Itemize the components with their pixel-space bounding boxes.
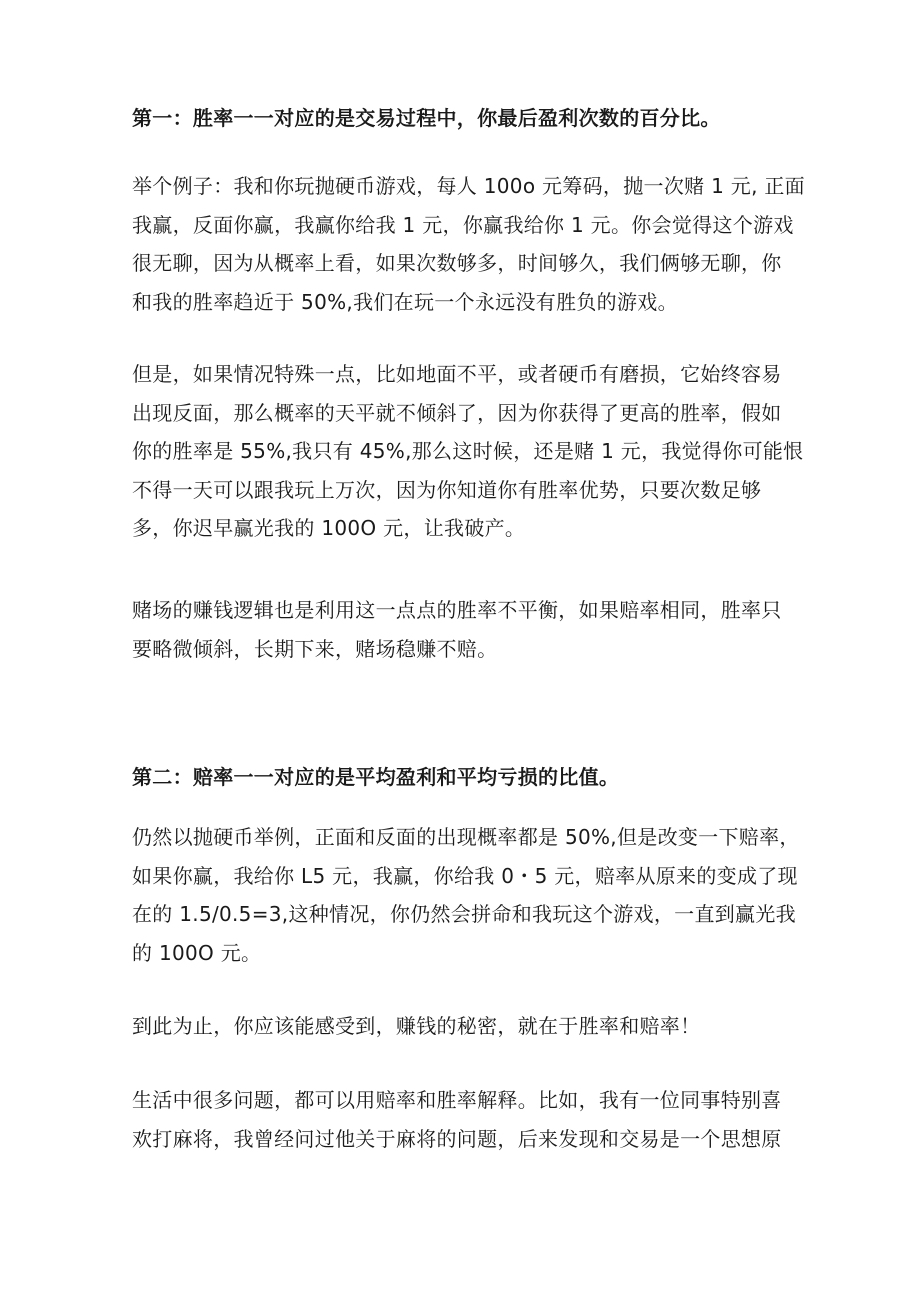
text-line: 和我的胜率趋近于 50%,我们在玩一个永远没有胜负的游戏。: [132, 289, 678, 314]
text-line: 赌场的赚钱逻辑也是利用这一点点的胜率不平衡，如果赔率相同，胜率只: [132, 598, 782, 622]
text-line: 的 100O 元。: [132, 940, 262, 965]
text-line: 仍然以抛硬币举例，正面和反面的出现概率都是 50%,但是改变一下赔率，: [132, 825, 800, 849]
text-line: 很无聊，因为从概率上看，如果次数够多，时间够久，我们俩够无聊，你: [132, 251, 782, 275]
section2-paragraph-2: [132, 1007, 792, 1046]
text-line: 但是，如果情况特殊一点，比如地面不平，或者硬币有磨损，它始终容易: [132, 362, 782, 386]
section2-heading: 第二：赔率一一对应的是平均盈利和平均亏损的比值。: [132, 765, 620, 789]
section1-paragraph-1: [132, 167, 805, 321]
text-line: 在的 1.5/0.5=3,这种情况，你仍然会拼命和我玩这个游戏，一直到赢光我: [132, 902, 796, 926]
section1-paragraph-3: [132, 591, 792, 668]
text-line: 要略微倾斜，长期下来，赌场稳赚不赔。: [132, 636, 498, 661]
text-line: 欢打麻将，我曾经问过他关于麻将的问题，后来发现和交易是一个思想原: [132, 1126, 782, 1151]
section2-paragraph-3: [132, 1081, 792, 1158]
text-line: 不得一天可以跟我玩上万次，因为你知道你有胜率优势，只要次数足够: [132, 477, 762, 502]
section2-paragraph-1: [132, 818, 800, 972]
text-line: 到此为止，你应该能感受到，赚钱的秘密，就在于胜率和赔率！: [132, 1014, 701, 1038]
text-line: 如果你赢，我给你 L5 元，我赢，你给我 0・5 元，赔率从原来的变成了现: [132, 863, 798, 888]
section1-heading: 第一：胜率一一对应的是交易过程中，你最后盈利次数的百分比。: [132, 106, 721, 130]
text-line: 出现反面，那么概率的天平就不倾斜了，因为你获得了更高的胜率，假如: [132, 400, 782, 425]
text-line: 多，你迟早赢光我的 100O 元，让我破产。: [132, 516, 526, 540]
text-line: 生活中很多问题，都可以用赔率和胜率解释。比如，我有一位同事特别喜: [132, 1088, 782, 1112]
text-line: 举个例子：我和你玩抛硬币游戏，每人 100o 元筹码，抛一次赌 1 元, 正面: [132, 174, 805, 198]
text-line: 我赢，反面你赢，我赢你给我 1 元，你赢我给你 1 元。你会觉得这个游戏: [132, 212, 794, 237]
section1-paragraph-2: [132, 355, 804, 548]
text-line: 你的胜率是 55%,我只有 45%,那么这时候，还是赌 1 元，我觉得你可能恨: [132, 439, 804, 463]
